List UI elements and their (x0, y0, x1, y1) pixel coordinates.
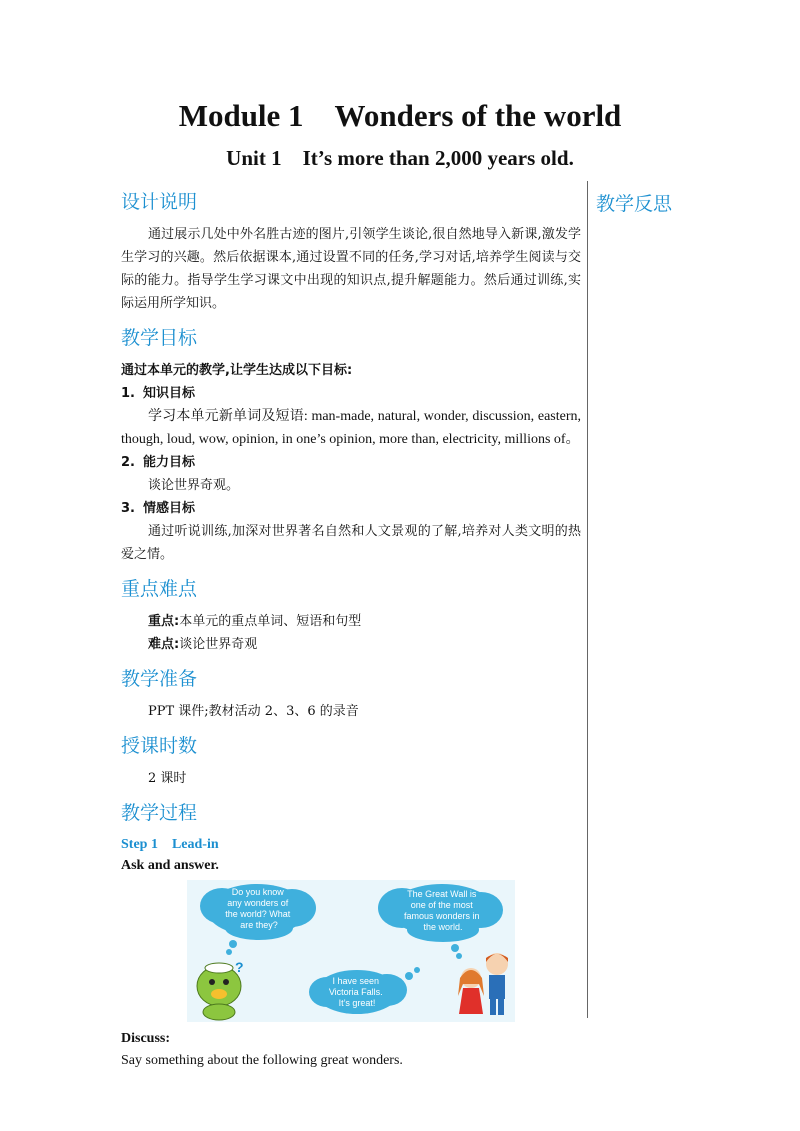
objective-text: 学习本单元新单词及短语: man-made, natural, wonder, discussion, eastern, though, loud, wow, opinion, in one’s opinion, more than, electricity, millions of。 (121, 409, 581, 447)
main-column (121, 189, 581, 1072)
objective-number: 2. (121, 455, 135, 470)
preparation-section (121, 666, 581, 723)
page-subtitle: Unit 1 It’s more than 2,000 years old. (226, 146, 574, 170)
objective-title (121, 497, 581, 520)
bubble-line: Do you know (231, 887, 284, 897)
bubble-line: are they? (240, 920, 278, 930)
question-mark-icon: ? (235, 959, 244, 975)
reflection-heading: 教学反思 (596, 193, 673, 215)
process-heading: 教学过程 (121, 802, 198, 824)
objective-title (121, 451, 581, 474)
step-heading: Step 1 Lead-in (121, 837, 219, 852)
bubble-line: It’s great! (338, 998, 376, 1008)
preparation-heading: 教学准备 (121, 668, 198, 690)
hard-label: 难点: (148, 637, 180, 652)
hours-section (121, 733, 581, 790)
objectives-intro: 通过本单元的教学,让学生达成以下目标: (121, 363, 353, 378)
objectives-heading: 教学目标 (121, 327, 198, 349)
discuss-text: Say something about the following great wonders. (121, 1053, 403, 1068)
bubble-line: The Great Wall is (407, 889, 477, 899)
ask-answer-label: Ask and answer. (121, 858, 219, 873)
bubble-line: famous wonders in (403, 911, 480, 921)
leadin-illustration (187, 880, 515, 1022)
hard-point-line (121, 633, 581, 656)
key-point-line (121, 610, 581, 633)
page-title: Module 1 Wonders of the world (178, 98, 622, 133)
objectives-section (121, 325, 581, 566)
preparation-text: PPT 课件;教材活动 2、3、6 的录音 (148, 704, 359, 719)
objective-number: 3. (121, 501, 135, 516)
keypoints-heading: 重点难点 (121, 578, 198, 600)
bubble-line: the world? What (225, 909, 291, 919)
hours-text: 2 课时 (148, 771, 187, 786)
objective-text: 谈论世界奇观。 (148, 478, 240, 493)
bubble-line: I have seen (332, 976, 380, 986)
objective-text: 通过听说训练,加深对世界著名自然和人文景观的了解,培养对人类文明的热爱之情。 (121, 524, 581, 562)
design-heading: 设计说明 (121, 191, 198, 213)
objective-number: 1. (121, 386, 135, 401)
keypoints-section (121, 576, 581, 656)
design-section (121, 189, 581, 315)
speech-bubbles-illustration (187, 880, 515, 1022)
hours-heading: 授课时数 (121, 735, 198, 757)
process-section (121, 800, 581, 1072)
objective-title-text: 知识目标 (143, 386, 196, 401)
design-text: 通过展示几处中外名胜古迹的图片,引领学生谈论,很自然地导入新课,激发学生学习的兴趣。然后依据课本,通过设置不同的任务,学习对话,培养学生阅读与交际的能力。指导学生学习课文中出现的知识点,提升解题能力。然后通过训练,实际运用所学知识。 (121, 227, 581, 311)
column-divider (587, 181, 588, 1018)
discuss-label: Discuss: (121, 1031, 171, 1046)
hard-text: 谈论世界奇观 (179, 637, 258, 652)
key-text: 本单元的重点单词、短语和句型 (179, 614, 362, 629)
key-label: 重点: (148, 614, 180, 629)
bubble-line: the world. (423, 922, 463, 932)
bubble-line: Victoria Falls. (328, 987, 383, 997)
objective-title (121, 382, 581, 405)
objective-title-text: 情感目标 (143, 501, 196, 516)
bubble-line: one of the most (410, 900, 473, 910)
objective-title-text: 能力目标 (143, 455, 196, 470)
bubble-line: any wonders of (227, 898, 289, 908)
